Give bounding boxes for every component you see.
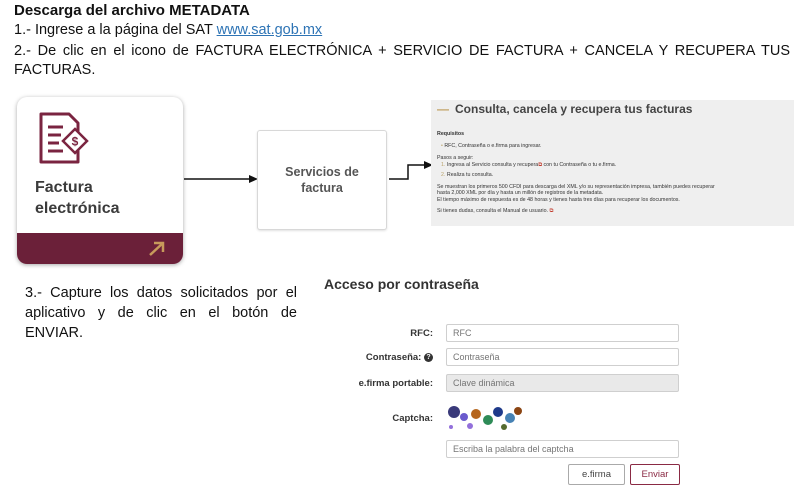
arrow-up-right-icon — [147, 240, 167, 258]
info-line-3: El tiempo máximo de respuesta es de 48 horas y tienes hasta tres días para recuperar los documentos. — [437, 197, 680, 203]
arrow-to-servicios-icon — [182, 172, 260, 186]
requisitos-label: Requisitos — [437, 131, 465, 137]
external-link-icon: ⧉ — [548, 208, 554, 214]
efirma-button[interactable]: e.firma — [568, 464, 625, 485]
clave-dinamica-input[interactable] — [446, 374, 679, 392]
consulta-cancela-panel — [431, 100, 794, 226]
captcha-image — [446, 402, 526, 432]
contrasena-label: Contraseña: ? — [283, 352, 433, 363]
servicio-consulta-link[interactable]: Ingresa al Servicio consulta y recupera — [446, 162, 539, 168]
step-1-text: 1.- Ingrese a la página del SAT — [14, 22, 217, 38]
captcha-input[interactable] — [446, 440, 679, 458]
factura-card-label: Factura electrónica — [35, 179, 120, 217]
factura-electronica-card[interactable] — [17, 97, 183, 264]
captcha-label: Captcha: — [392, 413, 433, 424]
enviar-button[interactable]: Enviar — [630, 464, 680, 485]
invoice-dollar-icon — [33, 111, 89, 165]
consulta-panel-title: — Consulta, cancela y recupera tus facturas — [437, 102, 693, 116]
sat-link[interactable]: www.sat.gob.mx — [216, 22, 323, 38]
info-line-1: Se muestran los primeros 500 CFDI para descarga del XML y/o su representación impresa, también puedes recuperar — [437, 184, 715, 190]
paso-2: 2. Realiza tu consulta. — [441, 172, 494, 178]
paso-1: 1. Ingresa al Servicio consulta y recupera⧉ con tu Contraseña o tu e.firma. — [441, 162, 617, 168]
step-3-instruction: 3.- Capture los datos solicitados por el aplicativo y de clic en el botón de ENVIAR. — [25, 285, 297, 341]
step-1-instruction — [14, 22, 322, 38]
arrow-to-consulta-icon — [388, 150, 434, 182]
help-icon[interactable]: ? — [424, 353, 433, 362]
requisito-item: • RFC, Contraseña o e.firma para ingresar. — [441, 143, 542, 149]
pasos-label: Pasos a seguir: — [437, 155, 474, 161]
form-title: Acceso por contraseña — [324, 276, 479, 292]
factura-card-bar — [17, 233, 183, 264]
efirma-portable-label: e.firma portable: — [358, 378, 433, 389]
servicios-factura-box[interactable]: Servicios de factura — [257, 130, 387, 230]
rfc-label: RFC: — [410, 328, 433, 339]
svg-text:$: $ — [71, 134, 79, 149]
contrasena-input[interactable] — [446, 348, 679, 366]
info-line-2: hasta 2,000 XML por día y hasta un millón de registros de la metadata. — [437, 190, 604, 196]
external-link-icon: ⧉ — [538, 162, 542, 168]
rfc-input[interactable] — [446, 324, 679, 342]
manual-usuario-line[interactable]: Si tienes dudas, consulta el Manual de usuario. ⧉ — [437, 208, 554, 214]
step-2-instruction: 2.- De clic en el icono de FACTURA ELECTRÓNICA + SERVICIO DE FACTURA + CANCELA Y RECUPERA TUS FACTURAS. — [14, 43, 790, 78]
document-title: Descarga del archivo METADATA — [14, 2, 250, 19]
